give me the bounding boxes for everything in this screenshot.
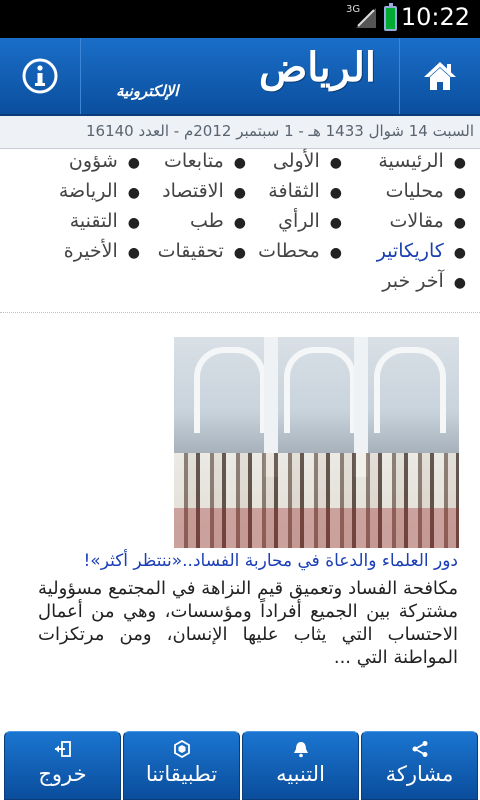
date-bar	[0, 116, 480, 149]
bullet-icon: ●	[329, 185, 342, 201]
article-summary: مكافحة الفساد وتعميق قيم النزاهة في المجتمع مسؤولية مشتركة بين الجميع أفراداً ومؤسسات، وهي من أعمال الاحتساب التي يثاب عليها الإنسان، ومن مرتكزات المواطنة التي ...	[38, 578, 458, 668]
tab-label: تطبيقاتنا	[145, 762, 218, 786]
logo-title: الرياض	[258, 44, 376, 91]
bullet-icon: ●	[233, 245, 246, 261]
divider	[0, 312, 480, 313]
menu-item[interactable]: ●الرأي	[278, 210, 342, 232]
bell-icon	[292, 740, 310, 758]
menu-item[interactable]: ●آخر خبر	[382, 270, 466, 292]
menu-item[interactable]: ●التقنية	[69, 210, 140, 232]
app-logo	[96, 42, 386, 110]
bullet-icon: ●	[233, 185, 246, 201]
tab-label: التنبيه	[276, 762, 325, 786]
menu-item[interactable]: ●الرئيسية	[378, 150, 466, 172]
info-icon	[22, 58, 58, 94]
menu-item[interactable]: ●محليات	[385, 180, 466, 202]
menu-item[interactable]: ●الاقتصاد	[162, 180, 246, 202]
bullet-icon: ●	[233, 215, 246, 231]
section-menu	[0, 150, 480, 310]
menu-row	[0, 270, 480, 300]
info-button[interactable]	[0, 38, 81, 114]
app-header	[0, 38, 480, 116]
bullet-icon: ●	[127, 185, 140, 201]
menu-item[interactable]: ●الثقافة	[268, 180, 342, 202]
menu-item[interactable]: ●متابعات	[163, 150, 246, 172]
network-type: 3G	[346, 4, 361, 15]
our-apps-button[interactable]	[123, 731, 240, 800]
menu-item[interactable]: ●شؤون	[68, 150, 140, 172]
share-icon	[411, 740, 429, 758]
menu-item[interactable]: ●تحقيقات	[157, 240, 246, 262]
menu-row	[0, 210, 480, 240]
logo-subtitle: الإلكترونية	[116, 82, 179, 100]
tab-label: مشاركة	[385, 762, 454, 786]
bullet-icon: ●	[127, 215, 140, 231]
issue-date: السبت 14 شوال 1433 هـ - 1 سبتمبر 2012م - العدد 16140	[85, 122, 474, 140]
status-bar	[0, 0, 480, 38]
bullet-icon: ●	[453, 245, 466, 261]
menu-item[interactable]: ●محطات	[258, 240, 342, 262]
bullet-icon: ●	[453, 275, 466, 291]
bullet-icon: ●	[453, 185, 466, 201]
menu-item[interactable]: ●مقالات	[389, 210, 466, 232]
bullet-icon: ●	[127, 245, 140, 261]
bullet-icon: ●	[453, 215, 466, 231]
home-icon	[422, 59, 458, 93]
bullet-icon: ●	[233, 155, 246, 171]
menu-item[interactable]: ●الأخيرة	[63, 240, 140, 262]
battery-icon	[384, 6, 397, 31]
menu-item[interactable]: ●طب	[190, 210, 246, 232]
menu-item-active[interactable]: ●كاريكاتير	[376, 240, 466, 262]
bottom-tab-bar	[0, 731, 480, 800]
bullet-icon: ●	[127, 155, 140, 171]
article-image[interactable]	[174, 337, 459, 548]
signal-icon	[356, 8, 376, 28]
exit-button[interactable]	[4, 731, 121, 800]
apps-icon	[173, 740, 191, 758]
menu-item[interactable]: ●الأولى	[272, 150, 342, 172]
article-headline[interactable]: دور العلماء والدعاة في محاربة الفساد..«ننتظر أكثر»!	[83, 551, 458, 571]
exit-icon	[54, 740, 72, 758]
alerts-button[interactable]	[242, 731, 359, 800]
menu-row	[0, 180, 480, 210]
share-button[interactable]	[361, 731, 478, 800]
bullet-icon: ●	[329, 155, 342, 171]
bullet-icon: ●	[329, 215, 342, 231]
clock: 10:22	[400, 3, 470, 31]
menu-row	[0, 240, 480, 270]
bullet-icon: ●	[453, 155, 466, 171]
home-button[interactable]	[399, 38, 480, 114]
tab-label: خروج	[38, 762, 87, 786]
menu-item[interactable]: ●الرياضة	[58, 180, 140, 202]
menu-row	[0, 150, 480, 180]
bullet-icon: ●	[329, 245, 342, 261]
